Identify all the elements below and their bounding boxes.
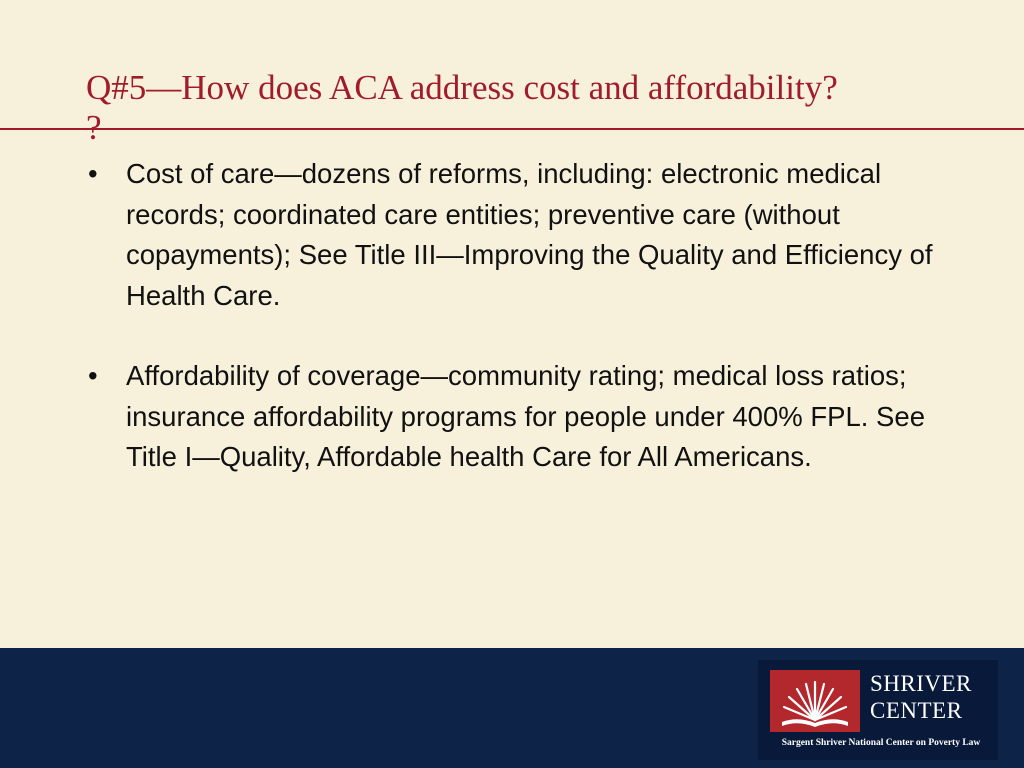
slide-title-line-2: ? bbox=[86, 108, 102, 147]
bullet-text: Affordability of coverage—community rating; medical loss ratios; insurance affordability programs for people under 400% FPL. See Title I—Quality, Affordable health Care for All Americans. bbox=[126, 360, 925, 472]
bullet-text: Cost of care—dozens of reforms, including: electronic medical records; coordinated care entities; preventive care (without copayments); See Title III—Improving the Quality and Efficiency of Health Care. bbox=[126, 158, 933, 311]
logo-name bbox=[870, 670, 994, 724]
bullet-cost-of-care bbox=[86, 154, 956, 316]
bullet-marker: • bbox=[88, 360, 98, 391]
bullet-list bbox=[86, 154, 956, 478]
bullet-affordability bbox=[86, 356, 956, 478]
logo-tagline: Sargent Shriver National Center on Poverty Law bbox=[781, 738, 981, 748]
logo-name-line-2: CENTER bbox=[870, 698, 963, 723]
sunburst-book-icon bbox=[770, 670, 860, 732]
slide-title-line-1: Q#5—How does ACA address cost and affordability? bbox=[86, 68, 838, 107]
shriver-center-logo bbox=[758, 660, 998, 760]
bullet-marker: • bbox=[88, 158, 98, 189]
logo-name-line-1: SHRIVER bbox=[870, 671, 972, 696]
slide-title bbox=[86, 68, 986, 148]
